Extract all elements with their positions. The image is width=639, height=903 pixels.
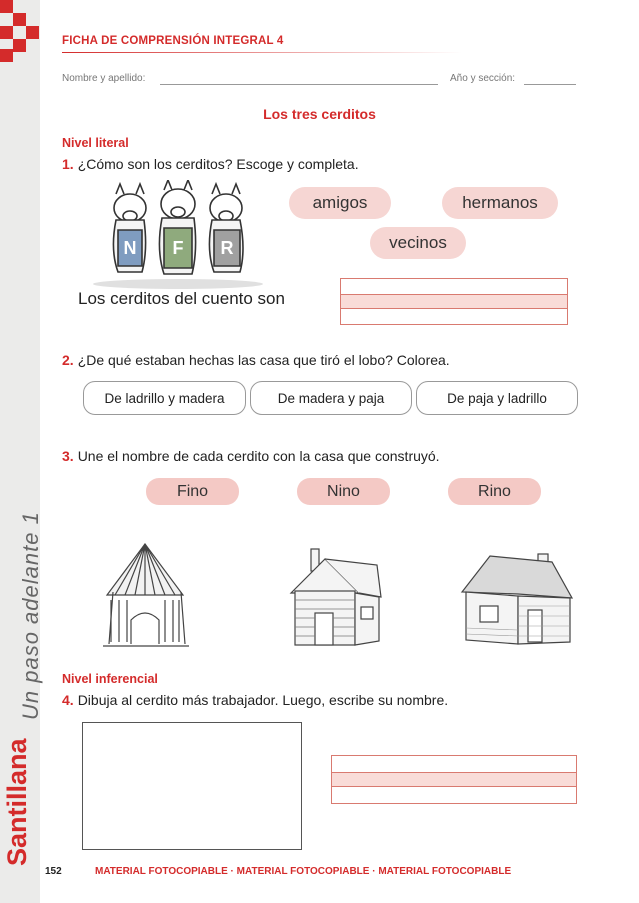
- completion-sentence: Los cerditos del cuento son: [78, 289, 285, 308]
- page-title-text: Los tres cerditos: [263, 106, 376, 122]
- pig-name-fino[interactable]: Fino: [146, 478, 239, 505]
- worksheet-header: FICHA DE COMPRENSIÓN INTEGRAL 4: [62, 35, 284, 47]
- page-number: 152: [45, 866, 62, 877]
- santillana-logo-icon: [0, 0, 40, 62]
- page-title: [0, 106, 639, 122]
- question-3-text: Une el nombre de cada cerdito con la casa que construyó.: [77, 448, 440, 464]
- word-option-vecinos[interactable]: vecinos: [370, 227, 466, 259]
- question-2-number: 2.: [62, 352, 74, 368]
- section-line[interactable]: [524, 84, 576, 85]
- question-2-text: ¿De qué estaban hechas las casa que tiró el lobo? Colorea.: [77, 352, 450, 368]
- answer-field-q1[interactable]: [340, 278, 568, 325]
- answer-line: [332, 772, 576, 788]
- option-paja-ladrillo[interactable]: De paja y ladrillo: [416, 381, 578, 415]
- straw-house-icon: [95, 540, 195, 650]
- question-2: [62, 352, 450, 368]
- level-inferencial-heading: Nivel inferencial: [62, 672, 158, 686]
- question-1-number: 1.: [62, 156, 74, 172]
- wood-house-icon: [285, 545, 385, 650]
- level-literal-heading: Nivel literal: [62, 136, 129, 150]
- pig-shirt-letter: R: [220, 238, 234, 258]
- question-4: [62, 692, 448, 708]
- question-4-text: Dibuja al cerdito más trabajador. Luego, escribe su nombre.: [77, 692, 449, 708]
- name-label: Nombre y apellido:: [62, 73, 146, 84]
- question-3-number: 3.: [62, 448, 74, 464]
- section-label: Año y sección:: [450, 73, 516, 84]
- question-4-number: 4.: [62, 692, 74, 708]
- three-pigs-illustration: [88, 180, 268, 290]
- option-madera-paja[interactable]: De madera y paja: [250, 381, 412, 415]
- answer-field-q4[interactable]: [331, 755, 577, 804]
- pig-shirt-letter: N: [123, 238, 137, 258]
- pig-name-rino[interactable]: Rino: [448, 478, 541, 505]
- word-option-hermanos[interactable]: hermanos: [442, 187, 558, 219]
- question-1: [62, 156, 359, 172]
- word-option-amigos[interactable]: amigos: [289, 187, 391, 219]
- header-divider: [62, 52, 462, 53]
- pig-name-nino[interactable]: Nino: [297, 478, 390, 505]
- answer-line: [341, 294, 567, 309]
- footer-notice: MATERIAL FOTOCOPIABLE · MATERIAL FOTOCOPIABLE · MATERIAL FOTOCOPIABLE: [95, 866, 512, 877]
- brick-house-icon: [458, 548, 576, 650]
- option-ladrillo-madera[interactable]: De ladrillo y madera: [83, 381, 246, 415]
- name-line[interactable]: [160, 84, 438, 85]
- question-1-text: ¿Cómo son los cerditos? Escoge y completa.: [77, 156, 359, 172]
- pig-shirt-letter: F: [172, 238, 184, 258]
- drawing-area[interactable]: [82, 722, 302, 850]
- brand-tagline: Un paso adelante 1: [18, 511, 43, 720]
- brand-name: Santillana: [2, 738, 32, 866]
- question-3: [62, 448, 440, 464]
